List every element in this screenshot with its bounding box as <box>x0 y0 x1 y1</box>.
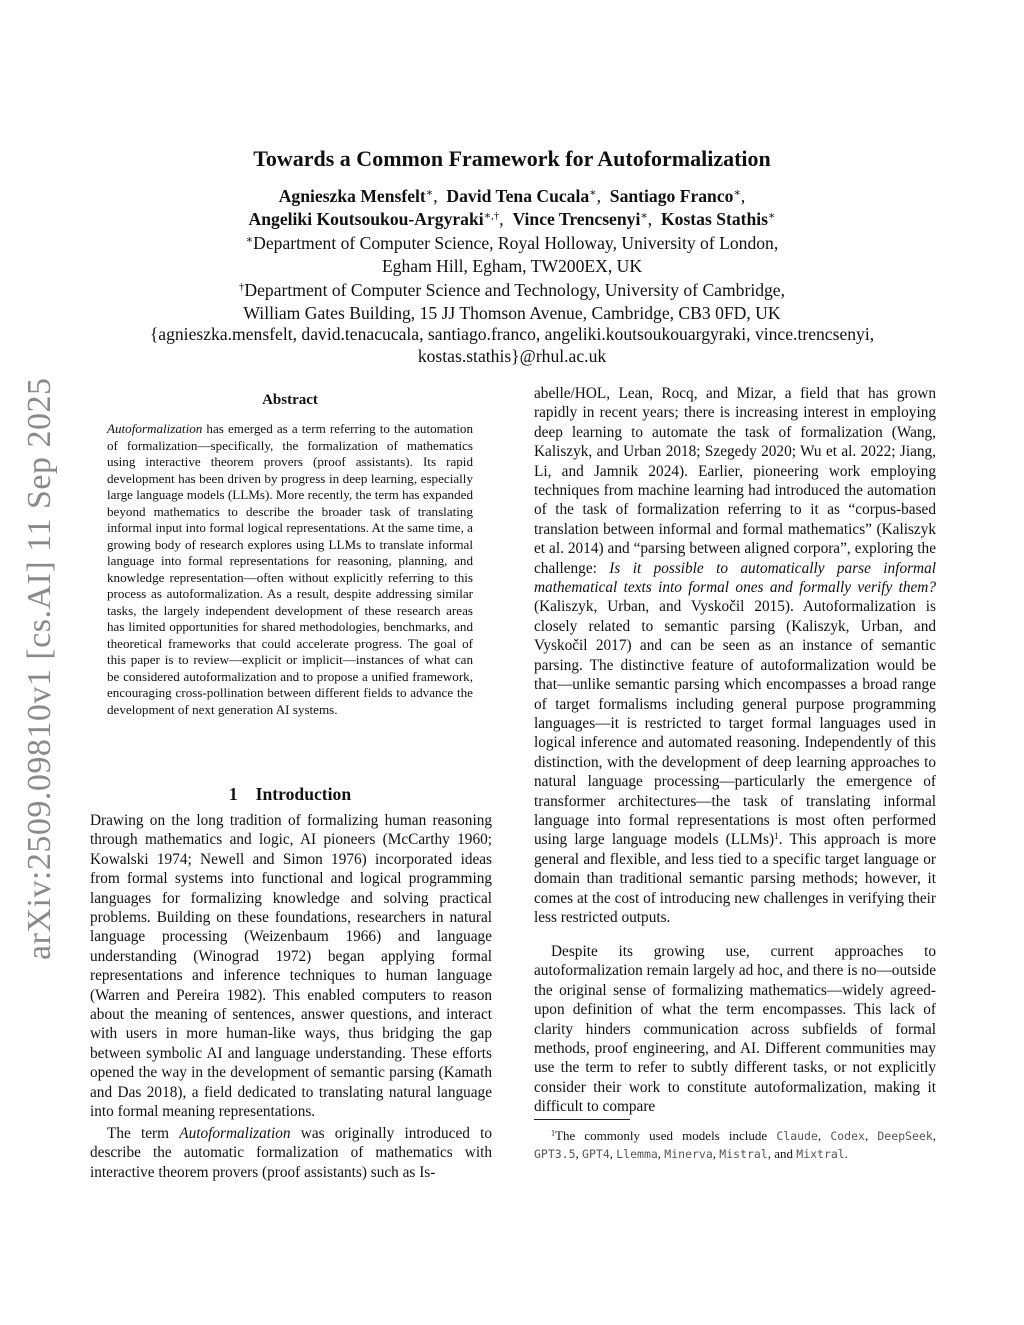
author-name: Angeliki Koutsoukou-Argyraki <box>248 209 484 229</box>
abstract-heading: Abstract <box>262 392 318 408</box>
model-name: Mixtral <box>796 1147 845 1161</box>
author-mark: ∗ <box>768 210 776 222</box>
model-name: Claude <box>776 1129 818 1143</box>
author-mark: ∗,† <box>483 210 500 222</box>
para-text-after-question: (Kaliszyk, Urban, and Vyskočil 2015). Autoformalization is closely related to semantic parsing (Kaliszyk, Urban, and Vyskočil 2017) and can be seen as an instance of semantic parsing. The distinctive feature of autoformalization would be that—unlike semantic parsing which encompasses a broad range of target formalisms including general purpose programming languages—it is restricted to target formal languages used in logical inference and automated reasoning. Independently of this distinction, with the development of deep learning approaches to natural language processing—particularly the emergence of transformer architectures—the task of translating informal language into formal representations is most often performed using large language models (LLMs) <box>534 598 936 849</box>
section-number: 1 <box>228 784 238 804</box>
author-emails-domain: kostas.stathis}@rhul.ac.uk <box>417 346 607 366</box>
model-name: DeepSeek <box>877 1129 933 1143</box>
author-name: Santiago Franco <box>609 186 734 206</box>
affiliation-text: Department of Computer Science, Royal Holloway, University of London, <box>253 233 779 253</box>
author-name: Agnieszka Mensfelt <box>278 186 426 206</box>
footnote-separator: . <box>844 1146 848 1161</box>
affiliation-2-address: William Gates Building, 15 JJ Thomson Avenue, Cambridge, CB3 0FD, UK <box>243 303 781 323</box>
intro-paragraph-2-continued <box>534 384 936 927</box>
footnote-rule <box>534 1119 630 1120</box>
author-separator: , <box>647 209 653 229</box>
footnote-separator: , <box>817 1128 831 1143</box>
paper-title: Towards a Common Framework for Autoformalization <box>253 146 771 171</box>
model-name: GPT4 <box>582 1147 610 1161</box>
affiliation-1 <box>0 232 1024 254</box>
affiliation-2 <box>0 279 1024 301</box>
arxiv-identifier-stamp: arXiv:2509.09810v1 [cs.AI] 11 Sep 2025 <box>21 377 58 960</box>
author-name: David Tena Cucala <box>446 186 590 206</box>
para-text: The term <box>107 1125 180 1142</box>
model-name: Llemma <box>616 1147 658 1161</box>
footnote-separator: , <box>657 1146 665 1161</box>
author-separator: , <box>596 186 601 206</box>
footnote-separator: , <box>609 1146 617 1161</box>
footnote-separator: , <box>932 1128 936 1143</box>
intro-paragraph-2-start <box>90 1124 492 1182</box>
author-emails: {agnieszka.mensfelt, david.tenacucala, santiago.franco, angeliki.koutsoukouargyraki, vince.trencsenyi, <box>149 324 875 344</box>
section-heading-introduction <box>90 784 490 805</box>
affiliation-mark: ∗ <box>245 234 254 246</box>
para-text: abelle/HOL, Lean, Rocq, and Mizar, a field that has grown rapidly in recent years; there is increasing interest in employing deep learning to automate the task of formalization (Wang, Kaliszyk, and Urban 2018; Szegedy 2020; Wu et al. 2022; Jiang, Li, and Jamnik 2024). Earlier, pioneering work employing techniques from machine learning had introduced the automation of the task of formalization referring to it as “corpus-based translation between informal and formal mathematics” (Kaliszyk et al. 2014) and “parsing between aligned corpora”, exploring the challenge: <box>534 385 936 577</box>
intro-paragraph-1: Drawing on the long tradition of formalizing human reasoning through mathematics and logic, AI pioneers (McCarthy 1960; Kowalski 1974; Newell and Simon 1976) incorporated ideas from formal systems into functional and logical programming languages for formalizing knowledge and solving practical problems. Building on these foundations, researchers in natural language processing (Weizenbaum 1966) and language understanding (Winograd 1972) began applying formal representations and inference techniques to human language (Warren and Pereira 1982). This enabled computers to reason about the meaning of sentences, answer questions, and interact with users in more human-like ways, thus bridging the gap between symbolic AI and language understanding. These efforts opened the way in the development of semantic parsing (Kamath and Das 2018), a field dedicated to translating natural language into formal meaning representations. <box>90 812 492 1121</box>
footnote-number: 1 <box>551 1128 556 1138</box>
para-text-continued: was originally introduced to describe the automatic formalization of mathematics with interactive theorem provers (proof assistants) such as Is- <box>90 1125 492 1181</box>
intro-paragraph-3: Despite its growing use, current approaches to autoformalization remain largely ad hoc, and there is no—outside the original sense of formalizing mathematics—widely agreed-upon definition of what the term encompasses. This lack of clarity hinders communication across subfields of formal methods, proof engineering, and AI. Different communities may use the term to refer to subtly different tasks, or not explicitly consider their work to constitute autoformalization, making it difficult to compare <box>534 943 936 1116</box>
footnote-marker: 1 <box>774 832 779 843</box>
footnote-separator: , <box>767 1146 775 1161</box>
term-autoformalization: Autoformalization <box>179 1125 291 1142</box>
author-mark: ∗ <box>425 187 434 199</box>
model-name: GPT3.5 <box>534 1147 576 1161</box>
author-mark: ∗ <box>733 187 741 199</box>
author-separator: , <box>499 209 504 229</box>
footnote-text: The commonly used models include <box>555 1128 777 1143</box>
author-separator: , <box>740 186 746 206</box>
footnote-separator: , <box>712 1146 720 1161</box>
author-line-2 <box>0 208 1024 230</box>
affiliation-1-address: Egham Hill, Egham, TW200EX, UK <box>381 256 643 276</box>
abstract-term: Autoformalization <box>107 421 203 436</box>
section-title: Introduction <box>255 784 352 804</box>
research-question: Is it possible to automatically parse informal mathematical texts into formal ones and formally verify them? <box>534 559 936 597</box>
model-name: Codex <box>830 1129 865 1143</box>
model-name: Minerva <box>664 1147 713 1161</box>
model-name: Mistral <box>719 1147 768 1161</box>
author-name: Kostas Stathis <box>660 209 769 229</box>
author-name: Vince Trencsenyi <box>512 209 641 229</box>
author-separator: , <box>433 186 438 206</box>
affiliation-mark: † <box>238 281 245 293</box>
footnote-conjunction: and <box>774 1146 797 1161</box>
author-line-1 <box>0 185 1024 207</box>
affiliation-text: Department of Computer Science and Technology, University of Cambridge, <box>244 280 786 300</box>
abstract-text <box>107 421 473 718</box>
author-mark: ∗ <box>640 210 648 222</box>
abstract-body-text: has emerged as a term referring to the automation of formalization—specifically, the formalization of mathematics using interactive theorem provers (proof assistants). Its rapid development has been driven by progress in deep learning, especially large language models (LLMs). More recently, the term has expanded beyond mathematics to describe the broader task of translating informal input into formal logical representations. At the same time, a growing body of research explores using LLMs to translate informal language into formal representations for reasoning, planning, and knowledge representation—often without explicitly referring to this process as autoformalization. As a result, despite addressing similar tasks, the largely independent development of these research areas has limited opportunities for shared methodologies, benchmarks, and theoretical frameworks that could accelerate progress. The goal of this paper is to review—explicit or implicit—instances of what can be considered autoformalization and to propose a unified framework, encouraging cross-pollination between different fields to advance the development of next generation AI systems. <box>107 421 473 717</box>
footnote-separator: , <box>575 1146 583 1161</box>
author-mark: ∗ <box>589 187 597 199</box>
footnote <box>534 1127 936 1163</box>
para-text-end: . This approach is more general and flexible, and less tied to a specific target language or domain than traditional semantic parsing methods; however, it comes at the cost of introducing new challenges in verifying their less restricted outputs. <box>534 831 936 926</box>
footnote-separator: , <box>864 1128 878 1143</box>
